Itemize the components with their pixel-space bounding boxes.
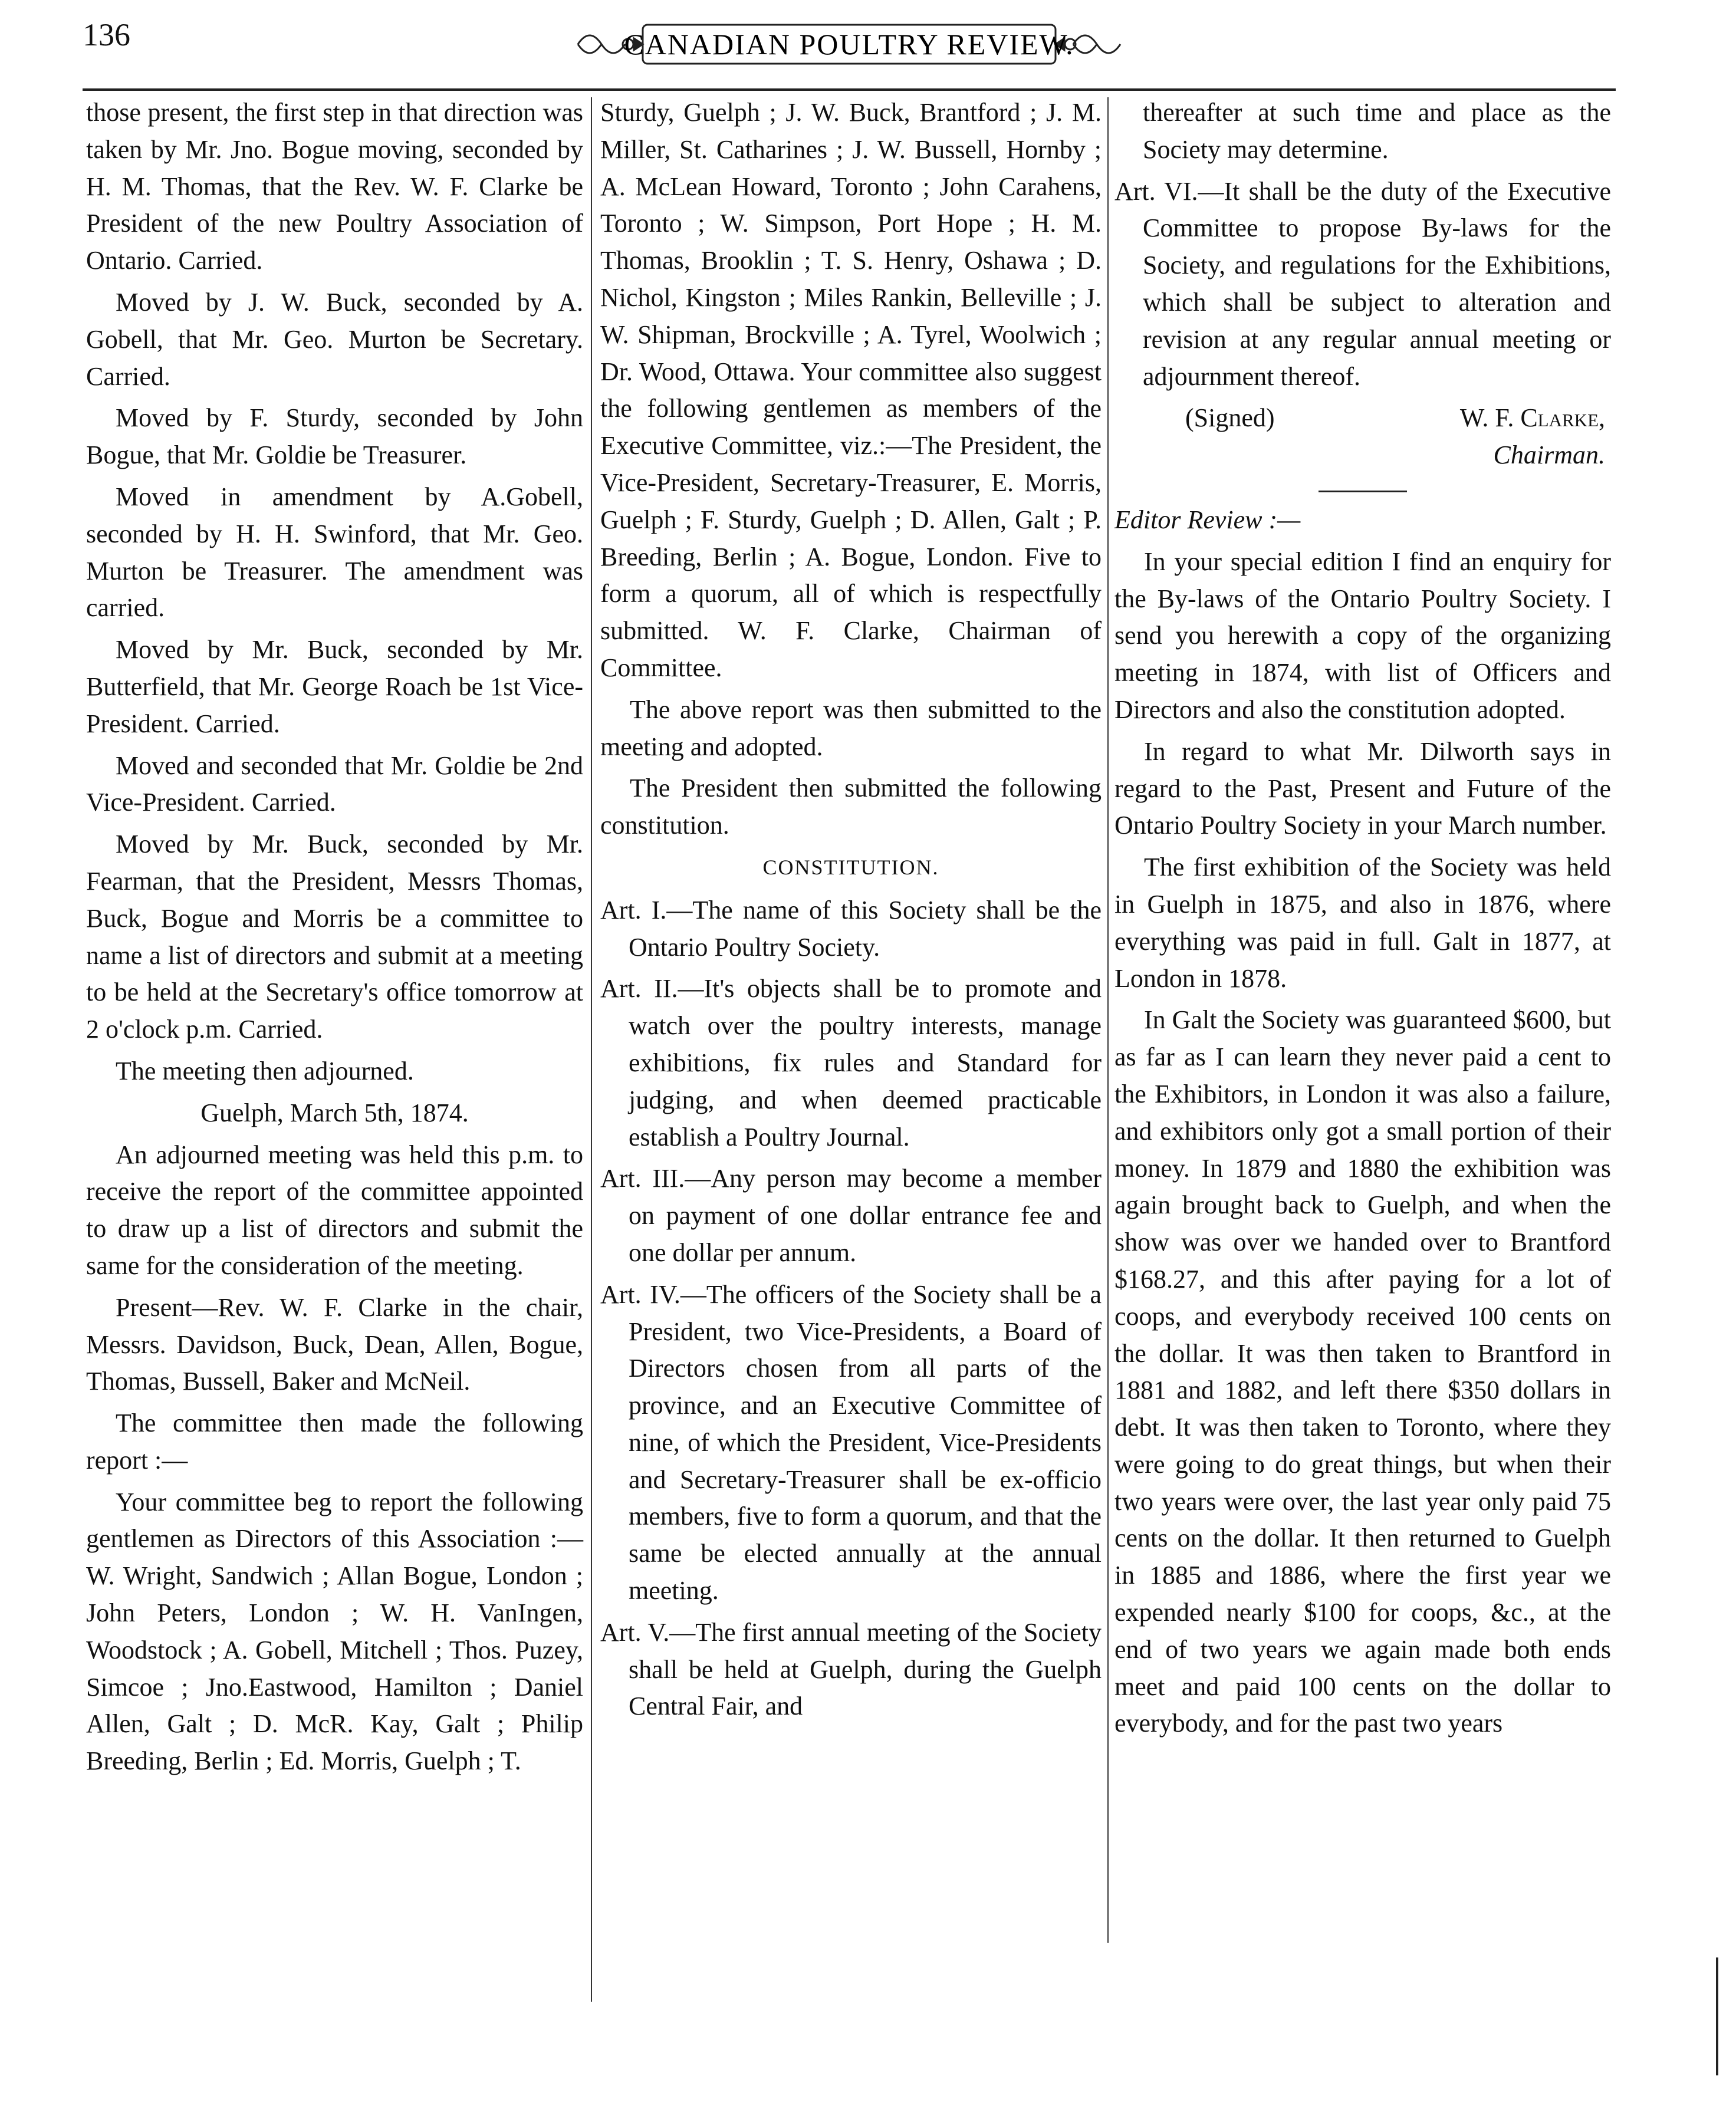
paragraph: An adjourned meeting was held this p.m. to receive the report of the committee appointed to draw up a list of directors and submit the same for the consideration of the meeting. xyxy=(86,1140,583,1280)
column-1 xyxy=(86,94,583,1780)
paragraph: Moved and seconded that Mr. Goldie be 2nd Vice-President. Carried. xyxy=(86,751,583,817)
paragraph: Moved by Mr. Buck, seconded by Mr. Butterfield, that Mr. George Roach be 1st Vice-President. Carried. xyxy=(86,635,583,738)
article-continuation: thereafter at such time and place as the Society may determine. xyxy=(1143,98,1611,164)
masthead-title: CANADIAN POULTRY REVIEW. xyxy=(624,28,1074,61)
page-number: 136 xyxy=(83,17,130,52)
article: Art. II.—It's objects shall be to promote and watch over the poultry interests, manage exhibitions, fix rules and Standard for judging, and when deemed practicable establish a Poultry Journal. xyxy=(600,974,1102,1151)
signed-title: Chairman. xyxy=(1493,440,1605,470)
signed-name: W. F. Clarke, xyxy=(1459,403,1605,433)
paragraph: Moved by F. Sturdy, seconded by John Bogue, that Mr. Goldie be Treasurer. xyxy=(86,403,583,470)
column-divider xyxy=(591,97,592,2002)
paragraph: The first exhibition of the Society was held in Guelph in 1875, and also in 1876, where everything was paid in full. Galt in 1877, at London in 1878. xyxy=(1114,853,1611,993)
paragraph: The meeting then adjourned. xyxy=(116,1056,414,1085)
paragraph: In your special edition I find an enquiry for the By-laws of the Ontario Poultry Society. I send you herewith a copy of the organizing meeting in 1874, with list of Officers and Directors and also the constitution adopted. xyxy=(1114,547,1611,724)
column-3 xyxy=(1114,94,1611,1742)
paragraph: Sturdy, Guelph ; J. W. Buck, Brantford ; J. M. Miller, St. Catharines ; J. W. Bussell, Hornby ; A. McLean Howard, Toronto ; John Carahens, Toronto ; W. Simpson, Port Hope ; H. M. Thomas, Brooklin ; T. S. Henry, Oshawa ; D. Nichol, Kingston ; Miles Rankin, Belleville ; J. W. Shipman, Brockville ; A. Tyrel, Woolwich ; Dr. Wood, Ottawa. Your committee also suggest the following gentlemen as members of the Executive Committee, viz.:—The President, the Vice-President, Secretary-Treasurer, E. Morris, Guelph ; F. Sturdy, Guelph ; D. Allen, Galt ; P. Breeding, Berlin ; A. Bogue, London. Five to form a quorum, all of which is respectfully submitted. W. F. Clarke, Chairman of Committee. xyxy=(600,98,1102,682)
masthead xyxy=(566,12,1132,77)
margin-mark xyxy=(1716,1957,1718,2075)
paragraph: Your committee beg to report the following gentlemen as Directors of this Association :—W. Wright, Sandwich ; Allan Bogue, London ; John Peters, London ; W. H. VanIngen, Woodstock ; A. Gobell, Mitchell ; Thos. Puzey, Simcoe ; Jno.Eastwood, Hamilton ; Daniel Allen, Galt ; D. McR. Kay, Galt ; Philip Breeding, Berlin ; Ed. Morris, Guelph ; T. xyxy=(86,1487,583,1776)
constitution-heading: CONSTITUTION. xyxy=(762,855,939,879)
signature-line xyxy=(1114,400,1611,437)
article: Art. V.—The first annual meeting of the Society shall be held at Guelph, during the Guelph Central Fair, and xyxy=(600,1617,1102,1721)
paragraph: The above report was then submitted to the meeting and adopted. xyxy=(600,695,1102,761)
paragraph: The committee then made the following report :— xyxy=(86,1409,583,1475)
article: Art. I.—The name of this Society shall be the Ontario Poultry Society. xyxy=(600,895,1102,962)
column-2 xyxy=(600,94,1102,1725)
article: Art. VI.—It shall be the duty of the Executive Committee to propose By-laws for the Society, and regulations for the Exhibitions, which shall be subject to alteration and revision at any regular annual meeting or adjournment thereof. xyxy=(1114,176,1611,391)
paragraph: those present, the first step in that direction was taken by Mr. Jno. Bogue moving, seconded by H. M. Thomas, that the Rev. W. F. Clarke be President of the new Poultry Association of Ontario. Carried. xyxy=(86,98,583,275)
paragraph: Present—Rev. W. F. Clarke in the chair, Messrs. Davidson, Buck, Dean, Allen, Bogue, Thomas, Bussell, Baker and McNeil. xyxy=(86,1292,583,1396)
paragraph: In Galt the Society was guaranteed $600, but as far as I can learn they never paid a cent to the Exhibitors, in London it was also a failure, and exhibitors only got a small portion of their money. In 1879 and 1880 the exhibition was again brought back to Guelph, and when the show was over we handed over to Brantford $168.27, and this after paying for a lot of coops, and everybody received 100 cents on the dollar. It was then taken to Brantford in 1881 and 1882, and left there $350 dollars in debt. It was then taken to Toronto, where they were going to do great things, but when their two years were over, the last year only paid 75 cents on the dollar. It then returned to Guelph in 1885 and 1886, where the first year we expended nearly $100 for coops, &c., at the end of two years we again made both ends meet and paid 100 cents on the dollar to everybody, and for the past two years xyxy=(1114,1005,1611,1738)
dateline: Guelph, March 5th, 1874. xyxy=(200,1098,469,1127)
column-divider xyxy=(1107,97,1109,1943)
paragraph: Moved by Mr. Buck, seconded by Mr. Fearman, that the President, Messrs Thomas, Buck, Bogue and Morris be a committee to name a list of directors and submit at a meeting to be held at the Secretary's office tomorrow at 2 o'clock p.m. Carried. xyxy=(86,830,583,1044)
header-rule xyxy=(83,88,1616,91)
paragraph: In regard to what Mr. Dilworth says in regard to the Past, Present and Future of the Ontario Poultry Society in your March number. xyxy=(1114,736,1611,840)
paragraph: Moved in amendment by A.Gobell, seconded by H. H. Swinford, that Mr. Geo. Murton be Treasurer. The amendment was carried. xyxy=(86,482,583,623)
paragraph: The President then submitted the following constitution. xyxy=(600,774,1102,840)
signed-label: (Signed) xyxy=(1185,403,1275,433)
article: Art. IV.—The officers of the Society shall be a President, two Vice-Presidents, a Board of Directors chosen from all parts of the province, and an Executive Committee of nine, of which the President, Vice-Presidents and Secretary-Treasurer shall be ex-officio members, five to form a quorum, and that the same be elected annually at the annual meeting. xyxy=(600,1279,1102,1605)
masthead-ornament xyxy=(566,12,1132,77)
paragraph: Moved by J. W. Buck, seconded by A. Gobell, that Mr. Geo. Murton be Secretary. Carried. xyxy=(86,287,583,391)
article: Art. III.—Any person may become a member on payment of one dollar entrance fee and one dollar per annum. xyxy=(600,1164,1102,1267)
editor-heading: Editor Review :— xyxy=(1114,505,1301,534)
section-rule xyxy=(1319,491,1407,492)
